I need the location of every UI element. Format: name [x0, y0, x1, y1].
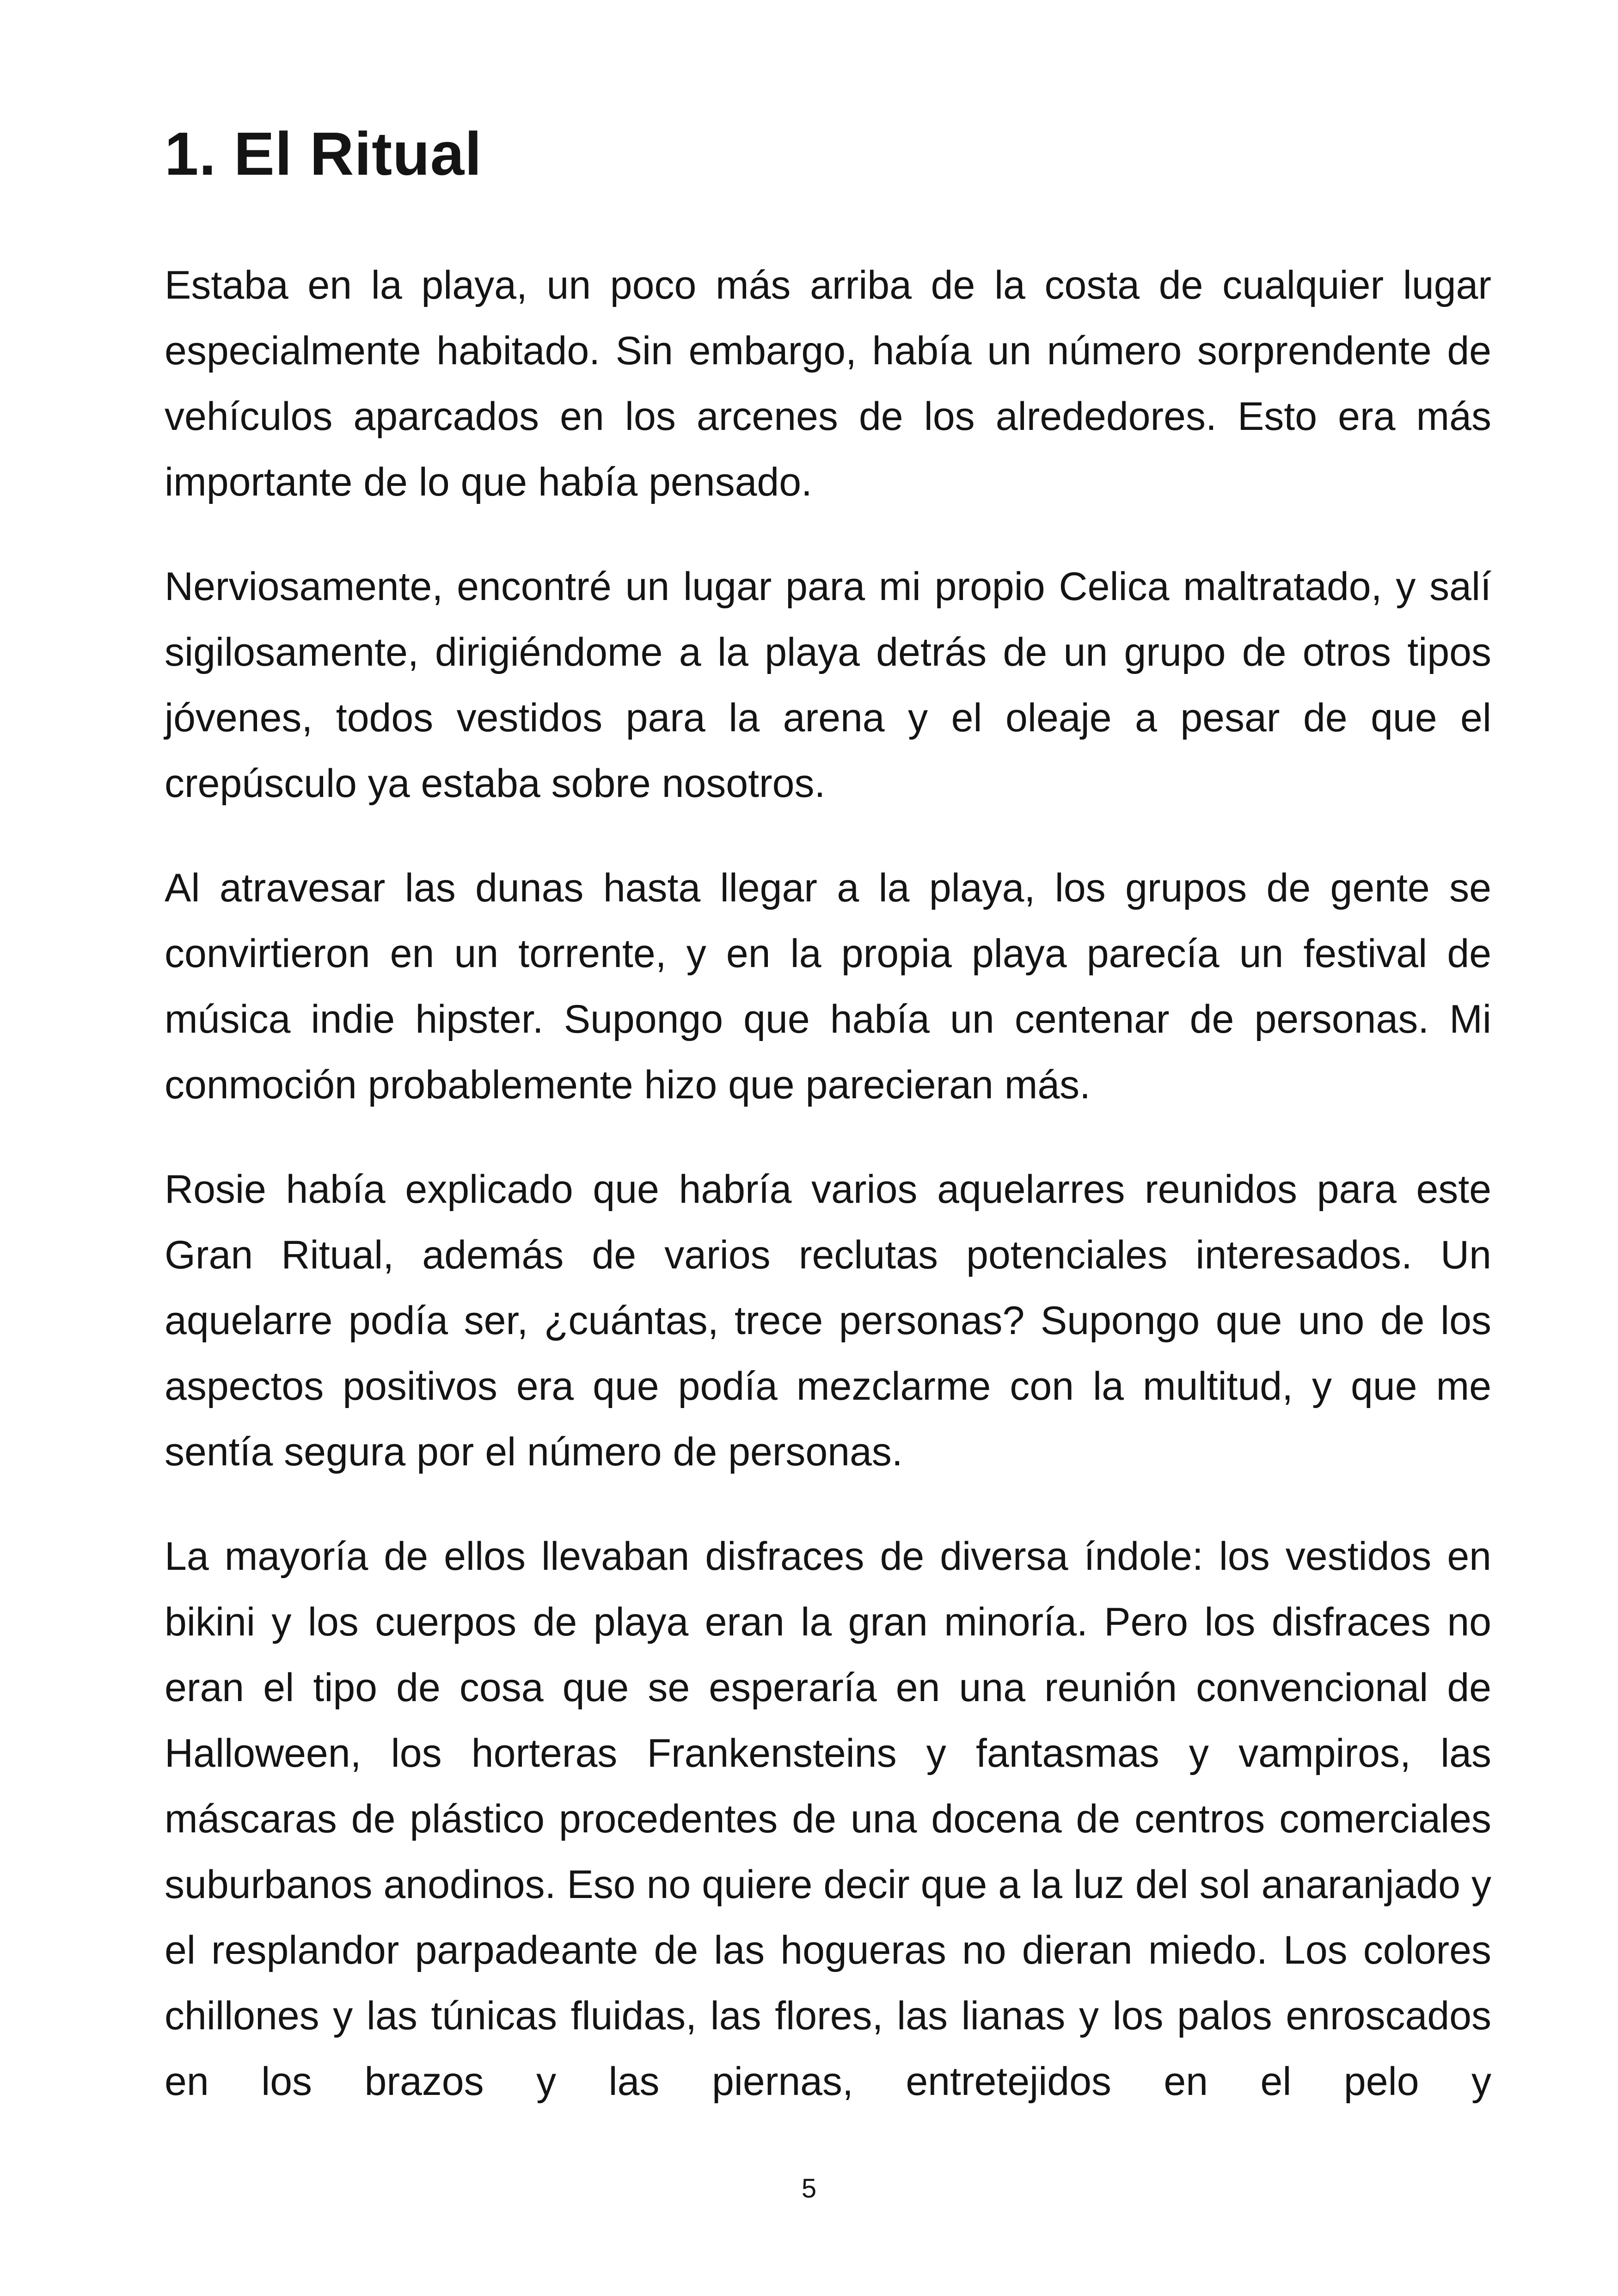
paragraph: Nerviosamente, encontré un lugar para mi propio Celica maltratado, y salí sigilosamente, dirigiéndome a la playa detrás de un grupo de otros tipos jóvenes, todos vestidos para la arena y el oleaje a pesar de que el crepúsculo ya estaba sobre nosotros. — [165, 564, 1491, 806]
paragraph: La mayoría de ellos llevaban disfraces de diversa índole: los vestidos en bikini y los cuerpos de playa eran la gran minoría. Pero los disfraces no eran el tipo de cosa que se esperaría en una reunión convencional de Halloween, los horteras Frankensteins y fantasmas y vampiros, las máscaras de plástico procedentes de una docena de centros comerciales suburbanos anodinos. Eso no quiere decir que a la luz del sol anaranjado y el resplandor parpadeante de las hogueras no dieran miedo. Los colores chillones y las túnicas fluidas, las flores, las lianas y los palos enroscados en los brazos y las piernas, entretejidos en el pelo y — [165, 1534, 1491, 2104]
paragraph: Estaba en la playa, un poco más arriba de la costa de cualquier lugar especialmente habitado. Sin embargo, había un número sorprendente de vehículos aparcados en los arcenes de los alrededores. Esto era más importante de lo que había pensado. — [165, 263, 1491, 504]
paragraph: Rosie había explicado que habría varios aquelarres reunidos para este Gran Ritual, además de varios reclutas potenciales interesados. Un aquelarre podía ser, ¿cuántas, trece personas? Supongo que uno de los aspectos positivos era que podía mezclarme con la multitud, y que me sentía segura por el número de personas. — [165, 1167, 1491, 1474]
chapter-title: 1. El Ritual — [165, 120, 482, 188]
page-number: 5 — [801, 2174, 817, 2204]
body-text — [165, 252, 1491, 2114]
paragraph: Al atravesar las dunas hasta llegar a la playa, los grupos de gente se convirtieron en un torrente, y en la propia playa parecía un festival de música indie hipster. Supongo que había un centenar de personas. Mi conmoción probablemente hizo que parecieran más. — [165, 866, 1491, 1107]
